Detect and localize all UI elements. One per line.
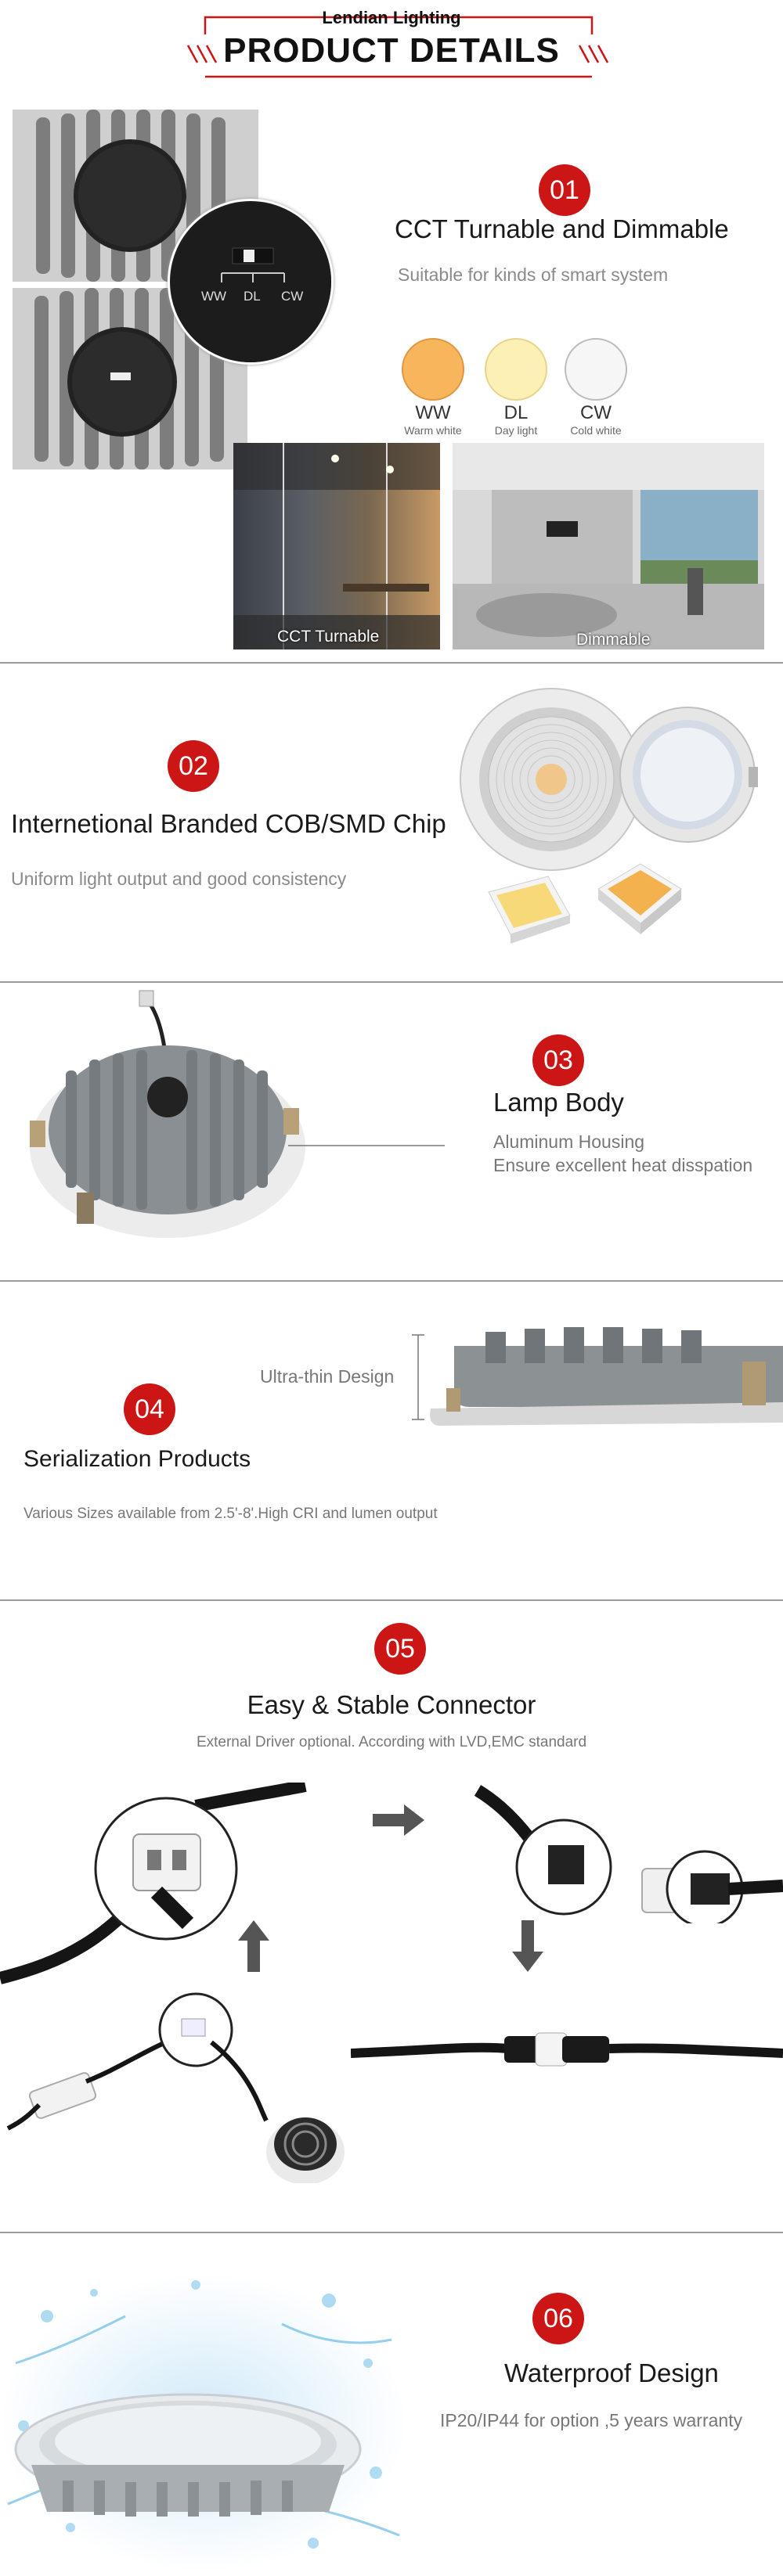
cct-switch-zoom (168, 199, 334, 365)
swatch-cw-circle (565, 338, 627, 401)
section-06-badge: 06 (532, 2293, 584, 2344)
cct-room-photo (233, 443, 440, 649)
section-01-subtitle: Suitable for kinds of smart system (398, 264, 669, 285)
section-01-title: CCT Turnable and Dimmable (395, 214, 729, 243)
arrow-down-icon (512, 1920, 543, 1975)
slim-lamp-profile-image (423, 1315, 783, 1432)
led-chip-white-image (473, 869, 576, 947)
section-06-title: Waterproof Design (504, 2358, 719, 2387)
swatch-dl-circle (485, 338, 547, 401)
swatch-dl (479, 338, 553, 437)
led-chip-warm-image (586, 858, 687, 944)
divider-2 (0, 981, 783, 983)
swatch-ww (396, 338, 470, 437)
swatch-dl-name: Day light (494, 424, 538, 437)
joined-cable-step-4 (351, 2019, 783, 2081)
section-05-title: Easy & Stable Connector (247, 1690, 536, 1719)
page-title: PRODUCT DETAILS (223, 31, 560, 70)
swatch-cw (559, 338, 633, 437)
section-03-badge: 03 (532, 1034, 584, 1086)
dial-label-ww: WW (201, 289, 227, 304)
section-04-subtitle: Various Sizes available from 2.5'-8'.High CRI and lumen output (23, 1506, 438, 1522)
swatch-ww-code: WW (415, 402, 451, 423)
driver-lamp-step-3 (0, 1988, 345, 2183)
waterproof-splash-image (0, 2269, 407, 2576)
swatch-cw-name: Cold white (570, 424, 622, 437)
cct-photo-caption: CCT Turnable (277, 628, 380, 646)
lamp-body-pointer (288, 1144, 445, 1147)
divider-1 (0, 662, 783, 664)
swatch-ww-circle (402, 338, 464, 401)
dimmable-room-photo (453, 443, 764, 649)
section-05-subtitle: External Driver optional. According with LVD,EMC standard (196, 1734, 587, 1750)
section-03-line-1: Aluminum Housing (493, 1131, 645, 1152)
connector-plug-step-2 (470, 1783, 783, 1923)
section-03-title: Lamp Body (493, 1088, 624, 1117)
dial-label-cw: CW (281, 289, 304, 304)
ultra-thin-callout: Ultra-thin Design (260, 1366, 395, 1387)
arrow-up-icon (238, 1920, 269, 1975)
section-06-subtitle: IP20/IP44 for option ,5 years warranty (440, 2410, 743, 2430)
section-04-title: Serialization Products (23, 1446, 251, 1472)
lamp-body-image (19, 984, 324, 1247)
section-02-subtitle: Uniform light output and good consistency (11, 869, 347, 889)
section-03-line-2: Ensure excellent heat disspation (493, 1155, 753, 1175)
dial-label-dl: DL (244, 289, 261, 304)
swatch-ww-name: Warm white (404, 424, 462, 437)
swatch-cw-code: CW (580, 402, 612, 423)
section-01-badge: 01 (539, 164, 590, 216)
divider-3 (0, 1280, 783, 1282)
divider-4 (0, 1599, 783, 1601)
section-05-badge: 05 (374, 1623, 426, 1675)
brand-name: Lendian Lighting (322, 8, 461, 27)
section-02-badge: 02 (168, 740, 219, 792)
arrow-right-icon (373, 1804, 428, 1836)
divider-5 (0, 2232, 783, 2233)
section-02-title: Internetional Branded COB/SMD Chip (11, 809, 446, 838)
section-04-badge: 04 (124, 1383, 175, 1435)
smd-downlight-image (619, 704, 760, 845)
swatch-dl-code: DL (503, 402, 529, 423)
dimmable-photo-caption: Dimmable (576, 631, 651, 649)
header-banner (0, 0, 783, 94)
cob-downlight-image (457, 685, 645, 873)
